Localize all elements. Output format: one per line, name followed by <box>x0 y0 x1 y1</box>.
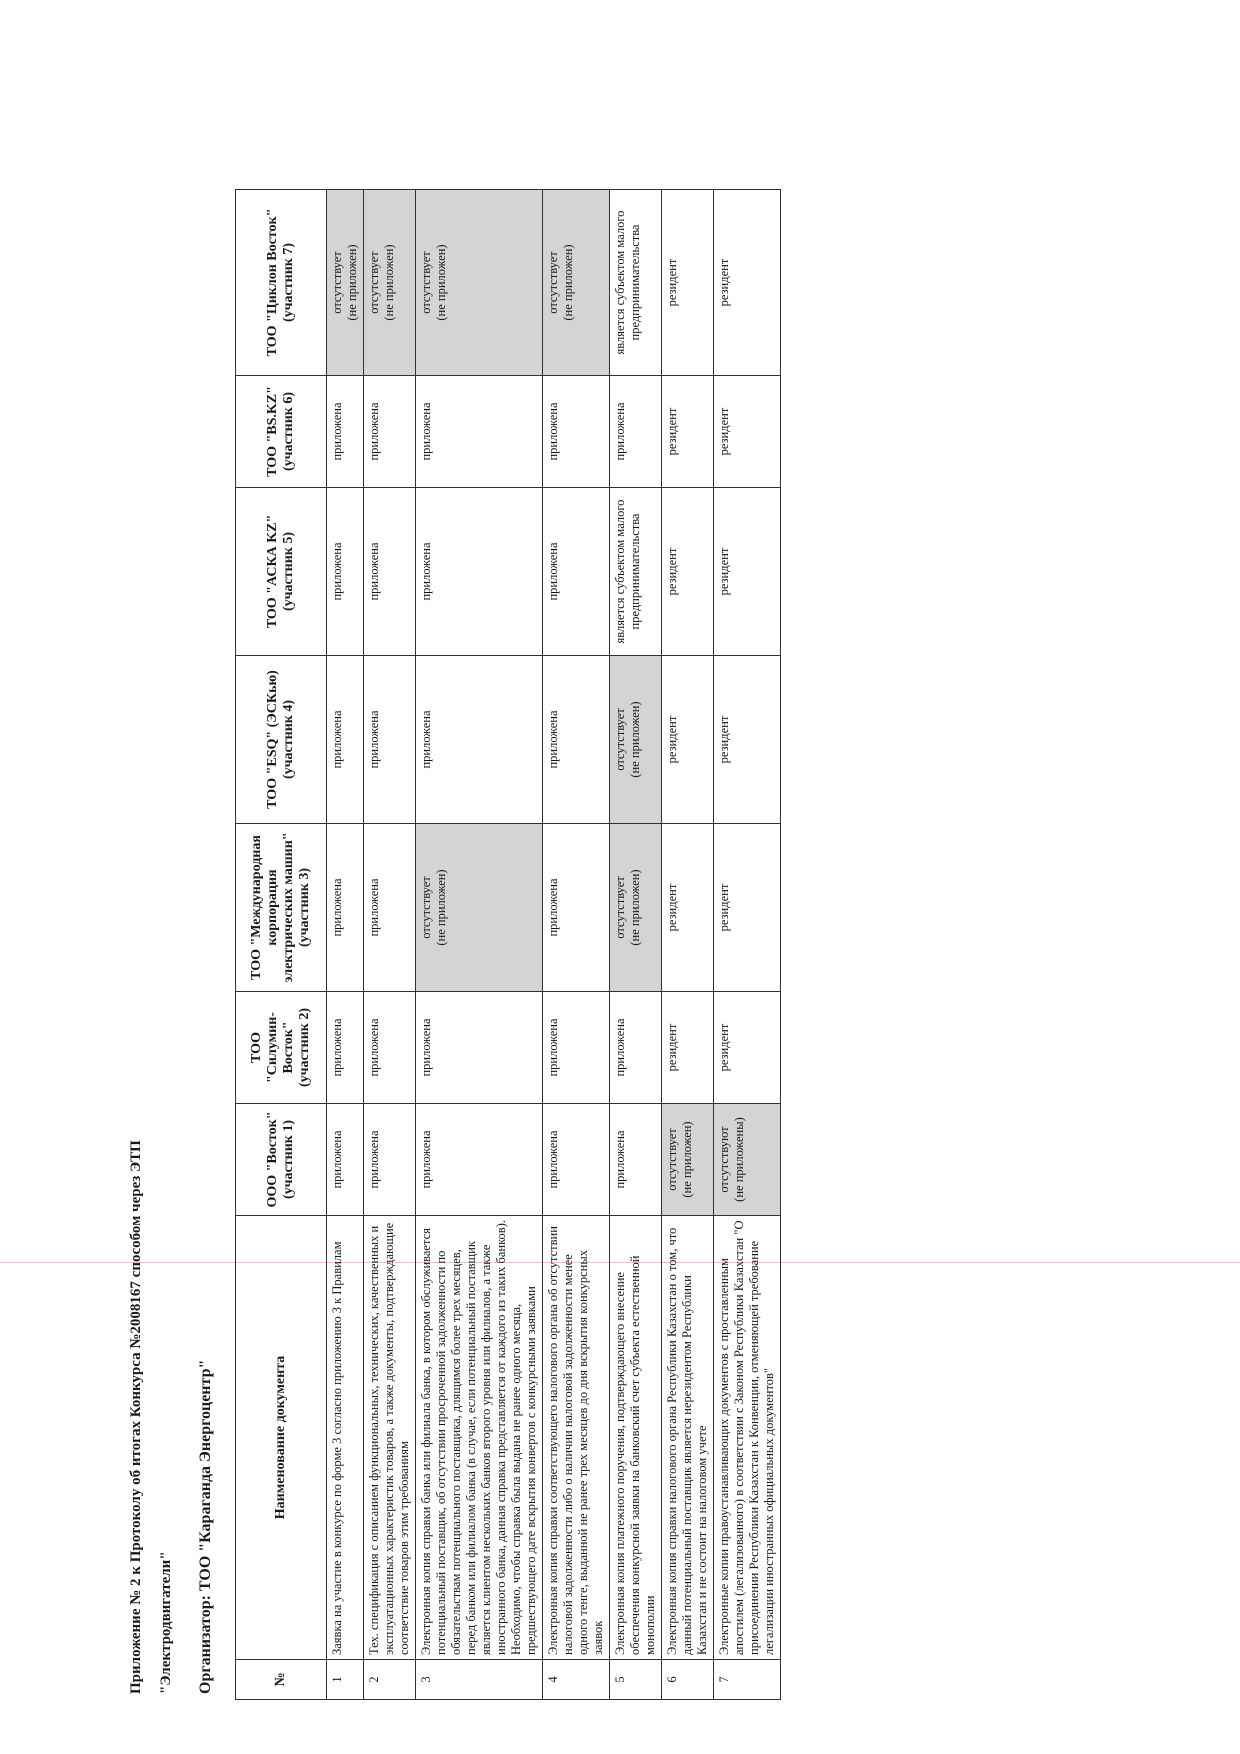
status-cell <box>327 376 364 488</box>
status-text: приложена <box>546 710 560 769</box>
row-number: 7 <box>714 1660 781 1700</box>
status-text: резидент <box>717 883 731 932</box>
status-cell <box>610 656 662 824</box>
status-note: (не приложен) <box>561 244 575 321</box>
status-cell <box>714 190 781 376</box>
status-text: приложена <box>330 542 344 601</box>
status-cell <box>364 488 416 656</box>
status-cell <box>543 376 610 488</box>
status-text: является субъектом малого предпринимательства <box>613 499 642 644</box>
status-text: резидент <box>717 547 731 596</box>
status-text: приложена <box>330 1130 344 1189</box>
status-text: приложена <box>419 402 433 461</box>
column-header: № <box>236 1660 327 1700</box>
status-text: приложена <box>367 402 381 461</box>
status-cell <box>327 824 364 992</box>
status-note: (не приложен) <box>628 869 642 946</box>
status-cell <box>662 992 714 1104</box>
status-cell <box>364 656 416 824</box>
status-text: приложена <box>546 1018 560 1077</box>
status-cell <box>543 488 610 656</box>
status-text: приложена <box>419 542 433 601</box>
row-number: 1 <box>327 1660 364 1700</box>
status-cell <box>543 190 610 376</box>
column-header: ТОО "Силумин-Восток" (участник 2) <box>236 992 327 1104</box>
status-cell <box>364 824 416 992</box>
status-cell <box>714 992 781 1104</box>
status-text: приложена <box>419 1130 433 1189</box>
document-name: Электронные копии правоустанавливающих документов с проставленным апостилем (легализованного) в соответствии с Законом Республики Казахстан "О присоединении Республики Казахстан к Конвенции, отменяющей требование легализации иностранных официальных документов" <box>714 1216 781 1660</box>
column-header: ТОО "BS.KZ" (участник 6) <box>236 376 327 488</box>
status-text: приложена <box>419 710 433 769</box>
status-text: приложена <box>546 402 560 461</box>
status-note: (не приложен) <box>382 244 396 321</box>
status-text: резидент <box>665 547 679 596</box>
status-cell <box>662 190 714 376</box>
document-name: Электронная копия справки налогового органа Республики Казахстан о том, что данный потенциальный поставщик является нерезидентом Республики Казахстан и не состоит на налоговом учете <box>662 1216 714 1660</box>
header-line-2: "Электродвигатели" <box>158 1551 174 1694</box>
status-note: (не приложен) <box>628 701 642 778</box>
status-cell <box>714 1104 781 1216</box>
document-name: Электронная копия справки банка или филиала банка, в котором обслуживается потенциальный поставщик, об отсутствии просроченной задолженности по обязательствам потенциального поставщика, длящимся более трех месяцев, перед банком или филиалом банка (в случае, если потенциальный поставщик является клиентом нескольких банков второго уровня или филиалов, а также иностранного банка, данная справка представляется от каждого из таких банков). Необходимо, чтобы справка была выдана не ранее одного месяца, предшествующего дате вскрытия конвертов с конкурсными заявками <box>416 1216 543 1660</box>
status-cell <box>662 656 714 824</box>
column-header: Наименование документа <box>236 1216 327 1660</box>
column-header: ООО "Восток" (участник 1) <box>236 1104 327 1216</box>
status-cell <box>662 1104 714 1216</box>
status-cell <box>327 488 364 656</box>
status-cell <box>327 190 364 376</box>
status-text: отсутствует <box>613 708 627 771</box>
status-text: приложена <box>367 1018 381 1077</box>
status-text: приложена <box>613 1018 627 1077</box>
status-cell <box>662 376 714 488</box>
status-text: резидент <box>665 715 679 764</box>
table-row <box>364 190 416 1700</box>
status-note: (не приложен) <box>680 1121 694 1198</box>
status-text: резидент <box>717 715 731 764</box>
status-text: отсутствует <box>330 251 344 314</box>
row-number: 3 <box>416 1660 543 1700</box>
row-number: 6 <box>662 1660 714 1700</box>
status-note: (не приложены) <box>732 1117 746 1202</box>
status-note: (не приложен) <box>434 244 448 321</box>
status-text: является субъектом малого предпринимательства <box>613 210 642 355</box>
status-text: отсутствует <box>367 251 381 314</box>
status-text: приложена <box>330 402 344 461</box>
status-cell <box>416 824 543 992</box>
status-cell <box>327 992 364 1104</box>
status-cell <box>364 992 416 1104</box>
status-text: приложена <box>613 1130 627 1189</box>
document-name: Тех. спецификация с описанием функциональных, технических, качественных и эксплуатационных характеристик товаров, а также документы, подтверждающие соответствие товаров этим требованиям <box>364 1216 416 1660</box>
status-cell <box>610 1104 662 1216</box>
status-text: приложена <box>367 878 381 937</box>
table-row <box>327 190 364 1700</box>
status-cell <box>543 656 610 824</box>
status-text: приложена <box>546 542 560 601</box>
status-cell <box>543 992 610 1104</box>
status-text: резидент <box>665 883 679 932</box>
status-text: резидент <box>665 258 679 307</box>
status-cell <box>662 488 714 656</box>
status-text: резидент <box>665 1023 679 1072</box>
status-cell <box>714 824 781 992</box>
status-text: отсутствует <box>419 251 433 314</box>
status-text: отсутствует <box>419 876 433 939</box>
status-cell <box>610 992 662 1104</box>
document-name: Электронная копия справки соответствующего налогового органа об отсутствии налоговой задолженности либо о наличии налоговой задолженности менее одного тенге, выданной не ранее трех месяцев до дня вскрытия конкурсных заявок <box>543 1216 610 1660</box>
column-header: ТОО "ESQ" (ЭСКью) (участник 4) <box>236 656 327 824</box>
status-text: отсутствует <box>613 876 627 939</box>
status-cell <box>416 376 543 488</box>
table-row <box>662 190 714 1700</box>
status-cell <box>364 190 416 376</box>
status-text: приложена <box>546 878 560 937</box>
status-cell <box>543 824 610 992</box>
header-organizer: Организатор: ТОО "Караганда Энергоцентр" <box>197 1359 214 1694</box>
status-text: отсутствуют <box>717 1126 731 1193</box>
document-name: Заявка на участие в конкурсе по форме 3 согласно приложению 3 к Правилам <box>327 1216 364 1660</box>
status-cell <box>416 190 543 376</box>
status-cell <box>327 1104 364 1216</box>
status-text: приложена <box>367 542 381 601</box>
status-cell <box>416 1104 543 1216</box>
status-cell <box>543 1104 610 1216</box>
row-number: 4 <box>543 1660 610 1700</box>
document-name: Электронная копия платежного поручения, подтверждающего внесение обеспечения конкурсной заявки на банковский счет субъекта естественной монополии <box>610 1216 662 1660</box>
status-cell <box>714 656 781 824</box>
status-text: приложена <box>367 710 381 769</box>
status-cell <box>416 992 543 1104</box>
status-cell <box>610 824 662 992</box>
status-text: резидент <box>665 407 679 456</box>
status-text: приложена <box>367 1130 381 1189</box>
status-cell <box>610 376 662 488</box>
column-header: ТОО "Циклон Восток" (участник 7) <box>236 190 327 376</box>
status-text: приложена <box>330 878 344 937</box>
table-row <box>714 190 781 1700</box>
status-cell <box>364 376 416 488</box>
row-number: 2 <box>364 1660 416 1700</box>
status-note: (не приложен) <box>434 869 448 946</box>
status-text: приложена <box>330 1018 344 1077</box>
row-number: 5 <box>610 1660 662 1700</box>
column-header: ТОО "АСКА KZ" (участник 5) <box>236 488 327 656</box>
status-cell <box>416 656 543 824</box>
status-cell <box>364 1104 416 1216</box>
status-text: резидент <box>717 407 731 456</box>
status-cell <box>610 190 662 376</box>
table-row <box>543 190 610 1700</box>
status-cell <box>327 656 364 824</box>
status-text: приложена <box>330 710 344 769</box>
status-cell <box>662 824 714 992</box>
status-cell <box>714 488 781 656</box>
status-text: резидент <box>717 1023 731 1072</box>
column-header: ТОО "Международная корпорация электрических машин" (участник 3) <box>236 824 327 992</box>
table-header-row <box>236 190 327 1700</box>
status-text: отсутствует <box>665 1128 679 1191</box>
status-text: приложена <box>419 1018 433 1077</box>
status-cell <box>610 488 662 656</box>
status-text: резидент <box>717 258 731 307</box>
status-note: (не приложен) <box>345 244 359 321</box>
header-line-1: Приложение № 2 к Протоколу об итогах Конкурса №2008167 способом через ЭТП <box>128 1140 144 1694</box>
status-text: приложена <box>613 402 627 461</box>
table-row <box>610 190 662 1700</box>
status-text: приложена <box>546 1130 560 1189</box>
table-row <box>416 190 543 1700</box>
comparison-table <box>235 189 781 1700</box>
rotated-page <box>125 190 1110 1700</box>
status-cell <box>714 376 781 488</box>
status-cell <box>416 488 543 656</box>
document-header <box>125 190 235 1700</box>
status-text: отсутствует <box>546 251 560 314</box>
